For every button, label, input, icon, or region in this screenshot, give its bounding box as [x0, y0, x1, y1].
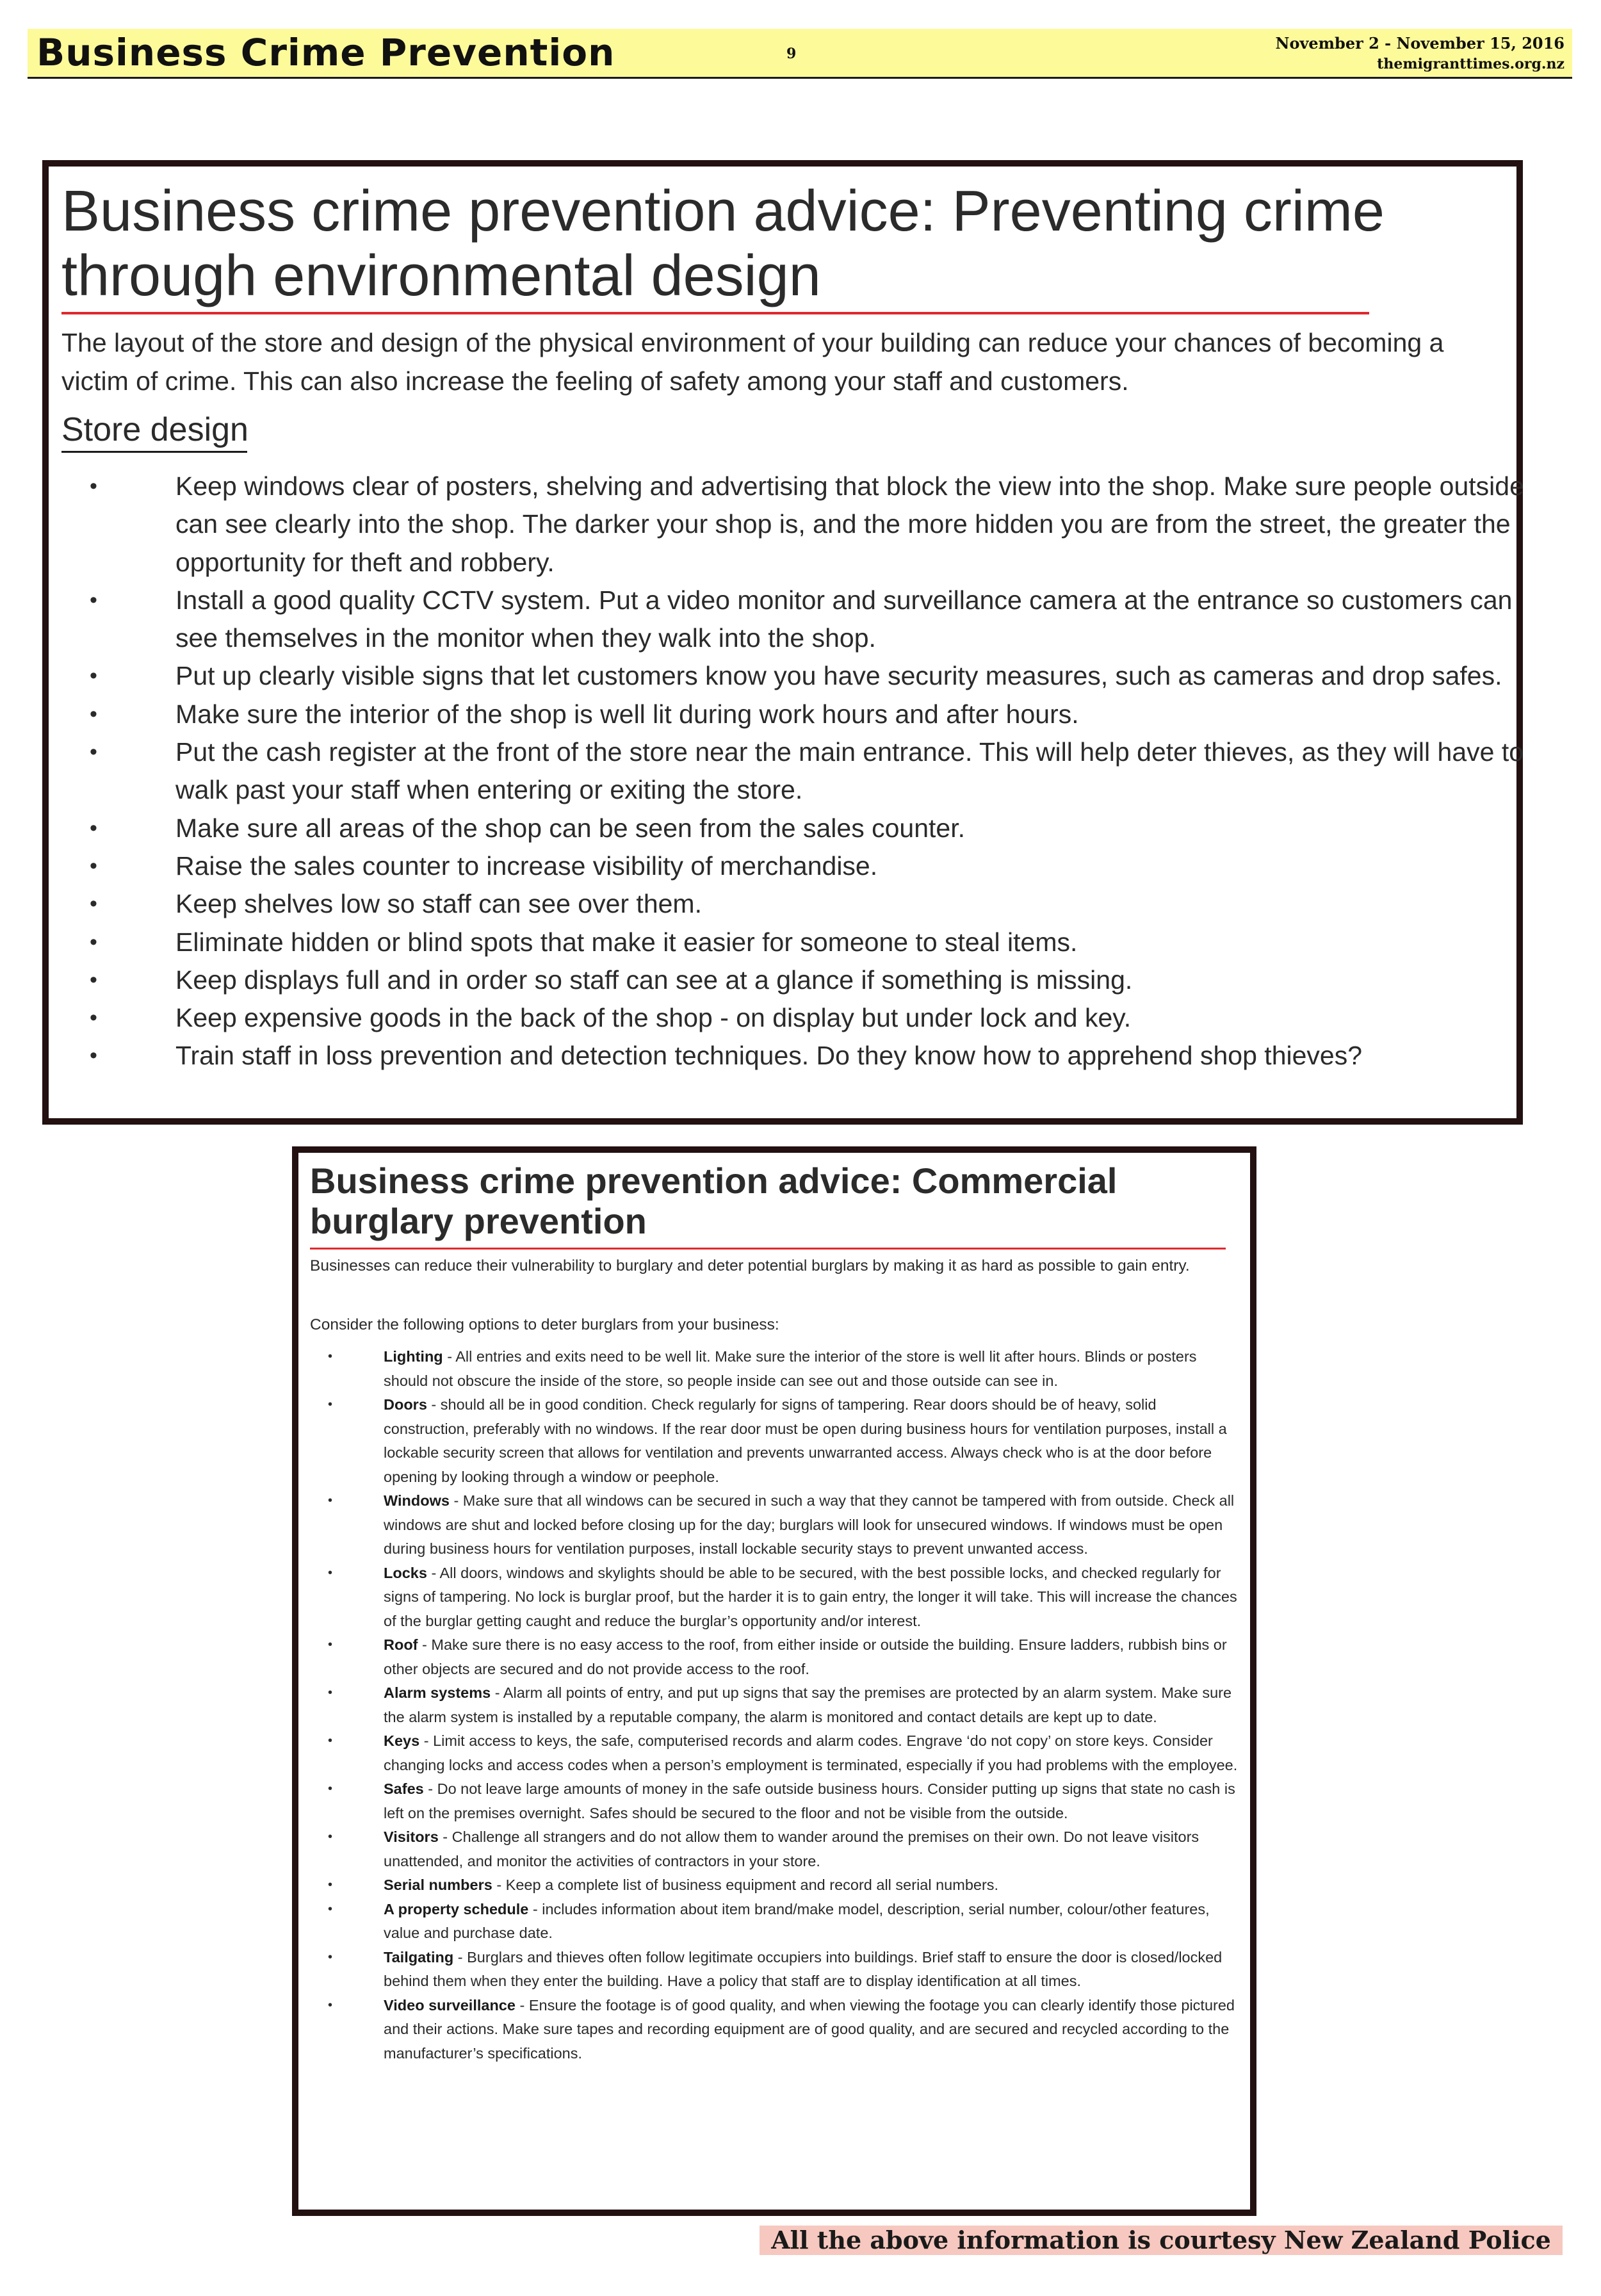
- list-item-term: Video surveillance: [384, 1996, 516, 2014]
- burglary-options-list: [310, 1345, 1239, 2065]
- list-item-text: Raise the sales counter to increase visibility of merchandise.: [175, 851, 878, 881]
- store-design-heading: Store design: [61, 411, 248, 448]
- article1-title-underline: [61, 312, 1369, 314]
- list-item-text: Eliminate hidden or blind spots that make it easier for someone to steal items.: [175, 927, 1078, 957]
- list-item: [310, 1633, 1239, 1681]
- issue-date: November 2 - November 15, 2016: [1275, 34, 1564, 53]
- article1-intro: The layout of the store and design of the physical environment of your building can reduce your chances of becoming a victim of crime. This can also increase the feeling of safety among your staff and customers.: [61, 328, 1444, 396]
- list-item-text: - Do not leave large amounts of money in the safe outside business hours. Consider putting up signs that state no cash is left on the premises overnight. Safes should be secured to the floor and not be visible from the outside.: [384, 1780, 1235, 1821]
- list-item: [310, 1873, 1239, 1898]
- list-item: [61, 999, 1528, 1037]
- list-item-term: Lighting: [384, 1348, 443, 1365]
- list-item-text: Keep expensive goods in the back of the shop - on display but under lock and key.: [175, 1003, 1132, 1033]
- bullet-icon: •: [90, 664, 97, 688]
- list-item-text: - Ensure the footage is of good quality, and when viewing the footage you can clearly identify those pictured and their actions. Make sure tapes and recording equipment are of good quality, and are secured and recycled according to the manufacturer’s specifications.: [384, 1996, 1235, 2062]
- list-item-text: - includes information about item brand/make model, description, serial number, colour/other features, value and purchase date.: [384, 1900, 1210, 1941]
- article1-title: Business crime prevention advice: Preventing crime through environmental design: [61, 179, 1385, 308]
- bullet-icon: •: [328, 1638, 333, 1652]
- list-item: [310, 1994, 1239, 2066]
- list-item-text: - should all be in good condition. Check regularly for signs of tampering. Rear doors should be of heavy, solid construction, preferably with no windows. If the rear door must be open during business hours for ventilation purposes, install a lockable security screen that allows for ventilation and prevents unwarranted access. Always check who is at the door before opening by looking through a window or peephole.: [384, 1396, 1227, 1485]
- bullet-icon: •: [90, 587, 97, 612]
- bullet-icon: •: [328, 1950, 333, 1964]
- list-item: [61, 1037, 1528, 1075]
- article-burglary-prevention: [292, 1146, 1256, 2216]
- list-item: [310, 1898, 1239, 1946]
- list-item: [61, 961, 1528, 999]
- list-item-text: - All doors, windows and skylights should be able to be secured, with the best possible locks, and checked regularly for signs of tampering. No lock is burglar proof, but the harder it is to gain entry, the longer it will take. This will increase the chances of the burglar getting caught and reduce the burglar’s opportunity and/or interest.: [384, 1564, 1237, 1629]
- bullet-icon: •: [90, 740, 97, 765]
- bullet-icon: •: [328, 1734, 333, 1748]
- list-item: [310, 1393, 1239, 1489]
- article2-title: Business crime prevention advice: Commercial burglary prevention: [310, 1160, 1117, 1241]
- list-item: [61, 810, 1528, 847]
- section-title: Business Crime Prevention: [37, 31, 615, 74]
- bullet-icon: •: [328, 1686, 333, 1700]
- bullet-icon: •: [328, 1830, 333, 1844]
- store-design-underline: [61, 451, 247, 453]
- list-item-term: Alarm systems: [384, 1684, 491, 1701]
- bullet-icon: •: [328, 1878, 333, 1892]
- bullet-icon: •: [90, 1006, 97, 1030]
- list-item: [310, 1729, 1239, 1777]
- list-item-text: - Limit access to keys, the safe, computerised records and alarm codes. Engrave ‘do not copy’ on store keys. Consider changing locks and access codes when a person’s employment is terminated, especially if you had problems with the employee.: [384, 1732, 1238, 1773]
- list-item-text: Make sure all areas of the shop can be seen from the sales counter.: [175, 813, 965, 843]
- list-item-text: - Burglars and thieves often follow legitimate occupiers into buildings. Brief staff to ensure the door is closed/locked behind them when they enter the building. Have a policy that staff are to display identification at all times.: [384, 1948, 1223, 1989]
- list-item: [61, 468, 1528, 582]
- list-item-term: Keys: [384, 1732, 420, 1749]
- list-item-term: A property schedule: [384, 1900, 529, 1917]
- list-item: [310, 1946, 1239, 1994]
- list-item-term: Locks: [384, 1564, 427, 1581]
- list-item-term: Visitors: [384, 1828, 439, 1845]
- bullet-icon: •: [90, 853, 97, 878]
- article2-title-underline: [310, 1248, 1226, 1250]
- list-item-text: - Challenge all strangers and do not allow them to wander around the premises on their own. Do not leave visitors unattended, and monitor the activities of contractors in your store.: [384, 1828, 1199, 1869]
- list-item-text: Keep windows clear of posters, shelving and advertising that block the view into the shop. Make sure people outside can see clearly into the shop. The darker your shop is, and the more hidden you are from the street, the greater the opportunity for theft and robbery.: [175, 471, 1524, 577]
- list-item: [310, 1777, 1239, 1825]
- list-item-text: Put the cash register at the front of the store near the main entrance. This will help deter thieves, as they will have to walk past your staff when entering or exiting the store.: [175, 737, 1524, 805]
- list-item-text: Make sure the interior of the shop is well lit during work hours and after hours.: [175, 699, 1079, 729]
- list-item: [310, 1825, 1239, 1873]
- bullet-icon: •: [90, 929, 97, 954]
- bullet-icon: •: [90, 1043, 97, 1068]
- bullet-icon: •: [328, 1397, 333, 1412]
- list-item-term: Serial numbers: [384, 1877, 492, 1893]
- bullet-icon: •: [90, 967, 97, 992]
- list-item-text: - All entries and exits need to be well lit. Make sure the interior of the store is well lit after hours. Blinds or posters should not obscure the inside of the store, so people inside can see out and those outside can see in.: [384, 1348, 1197, 1389]
- list-item-text: Install a good quality CCTV system. Put a video monitor and surveillance camera at the entrance so customers can see themselves in the monitor when they walk into the shop.: [175, 585, 1513, 653]
- list-item-text: - Keep a complete list of business equipment and record all serial numbers.: [492, 1877, 999, 1893]
- list-item-term: Windows: [384, 1492, 450, 1509]
- list-item: [61, 733, 1528, 810]
- list-item-term: Tailgating: [384, 1948, 454, 1966]
- list-item: [61, 696, 1528, 733]
- bullet-icon: •: [328, 1782, 333, 1796]
- page-number: 9: [786, 45, 797, 62]
- list-item: [310, 1489, 1239, 1561]
- list-item-text: - Make sure that all windows can be secured in such a way that they cannot be tampered with from outside. Check all windows are shut and locked before closing up for the day; burglars will look for unsecured windows. If windows must be open during business hours for ventilation purposes, install lockable security stays to prevent unwanted access.: [384, 1492, 1235, 1557]
- list-item-text: - Make sure there is no easy access to the roof, from either inside or outside the building. Ensure ladders, rubbish bins or other objects are secured and do not provide access to the roof.: [384, 1636, 1227, 1677]
- list-item-text: - Alarm all points of entry, and put up signs that say the premises are protected by an alarm system. Make sure the alarm system is installed by a reputable company, the alarm is monitored and contact details are kept up to date.: [384, 1684, 1232, 1725]
- bullet-icon: •: [328, 1901, 333, 1916]
- list-item: [61, 582, 1528, 658]
- list-item-text: Train staff in loss prevention and detection techniques. Do they know how to apprehend shop thieves?: [175, 1041, 1363, 1071]
- list-item-text: Keep displays full and in order so staff can see at a glance if something is missing.: [175, 965, 1133, 995]
- list-item-text: Keep shelves low so staff can see over them.: [175, 889, 702, 919]
- list-item: [310, 1345, 1239, 1393]
- bullet-icon: •: [328, 1565, 333, 1580]
- article2-intro: Businesses can reduce their vulnerability to burglary and deter potential burglars by making it as hard as possible to gain entry.: [310, 1257, 1190, 1274]
- header-divider: [28, 77, 1572, 79]
- bullet-icon: •: [90, 892, 97, 916]
- store-design-list: [61, 468, 1528, 1075]
- list-item: [61, 885, 1528, 923]
- bullet-icon: •: [90, 815, 97, 840]
- list-item: [310, 1561, 1239, 1634]
- bullet-icon: •: [90, 474, 97, 498]
- website-link[interactable]: themigranttimes.org.nz: [1377, 56, 1564, 72]
- list-item-term: Safes: [384, 1780, 424, 1797]
- bullet-icon: •: [328, 1998, 333, 2012]
- list-item: [310, 1681, 1239, 1729]
- article-environmental-design: [42, 160, 1523, 1125]
- list-item-term: Doors: [384, 1396, 427, 1413]
- list-item: [61, 847, 1528, 885]
- bullet-icon: •: [328, 1349, 333, 1364]
- list-item-term: Roof: [384, 1636, 418, 1653]
- bullet-icon: •: [90, 701, 97, 726]
- list-item-text: Put up clearly visible signs that let customers know you have security measures, such as cameras and drop safes.: [175, 661, 1502, 691]
- source-credit: All the above information is courtesy New Zealand Police: [760, 2226, 1563, 2255]
- bullet-icon: •: [328, 1494, 333, 1508]
- list-item: [61, 657, 1528, 695]
- article2-lead-in: Consider the following options to deter burglars from your business:: [310, 1316, 779, 1333]
- masthead: [28, 29, 1572, 77]
- list-item: [61, 924, 1528, 961]
